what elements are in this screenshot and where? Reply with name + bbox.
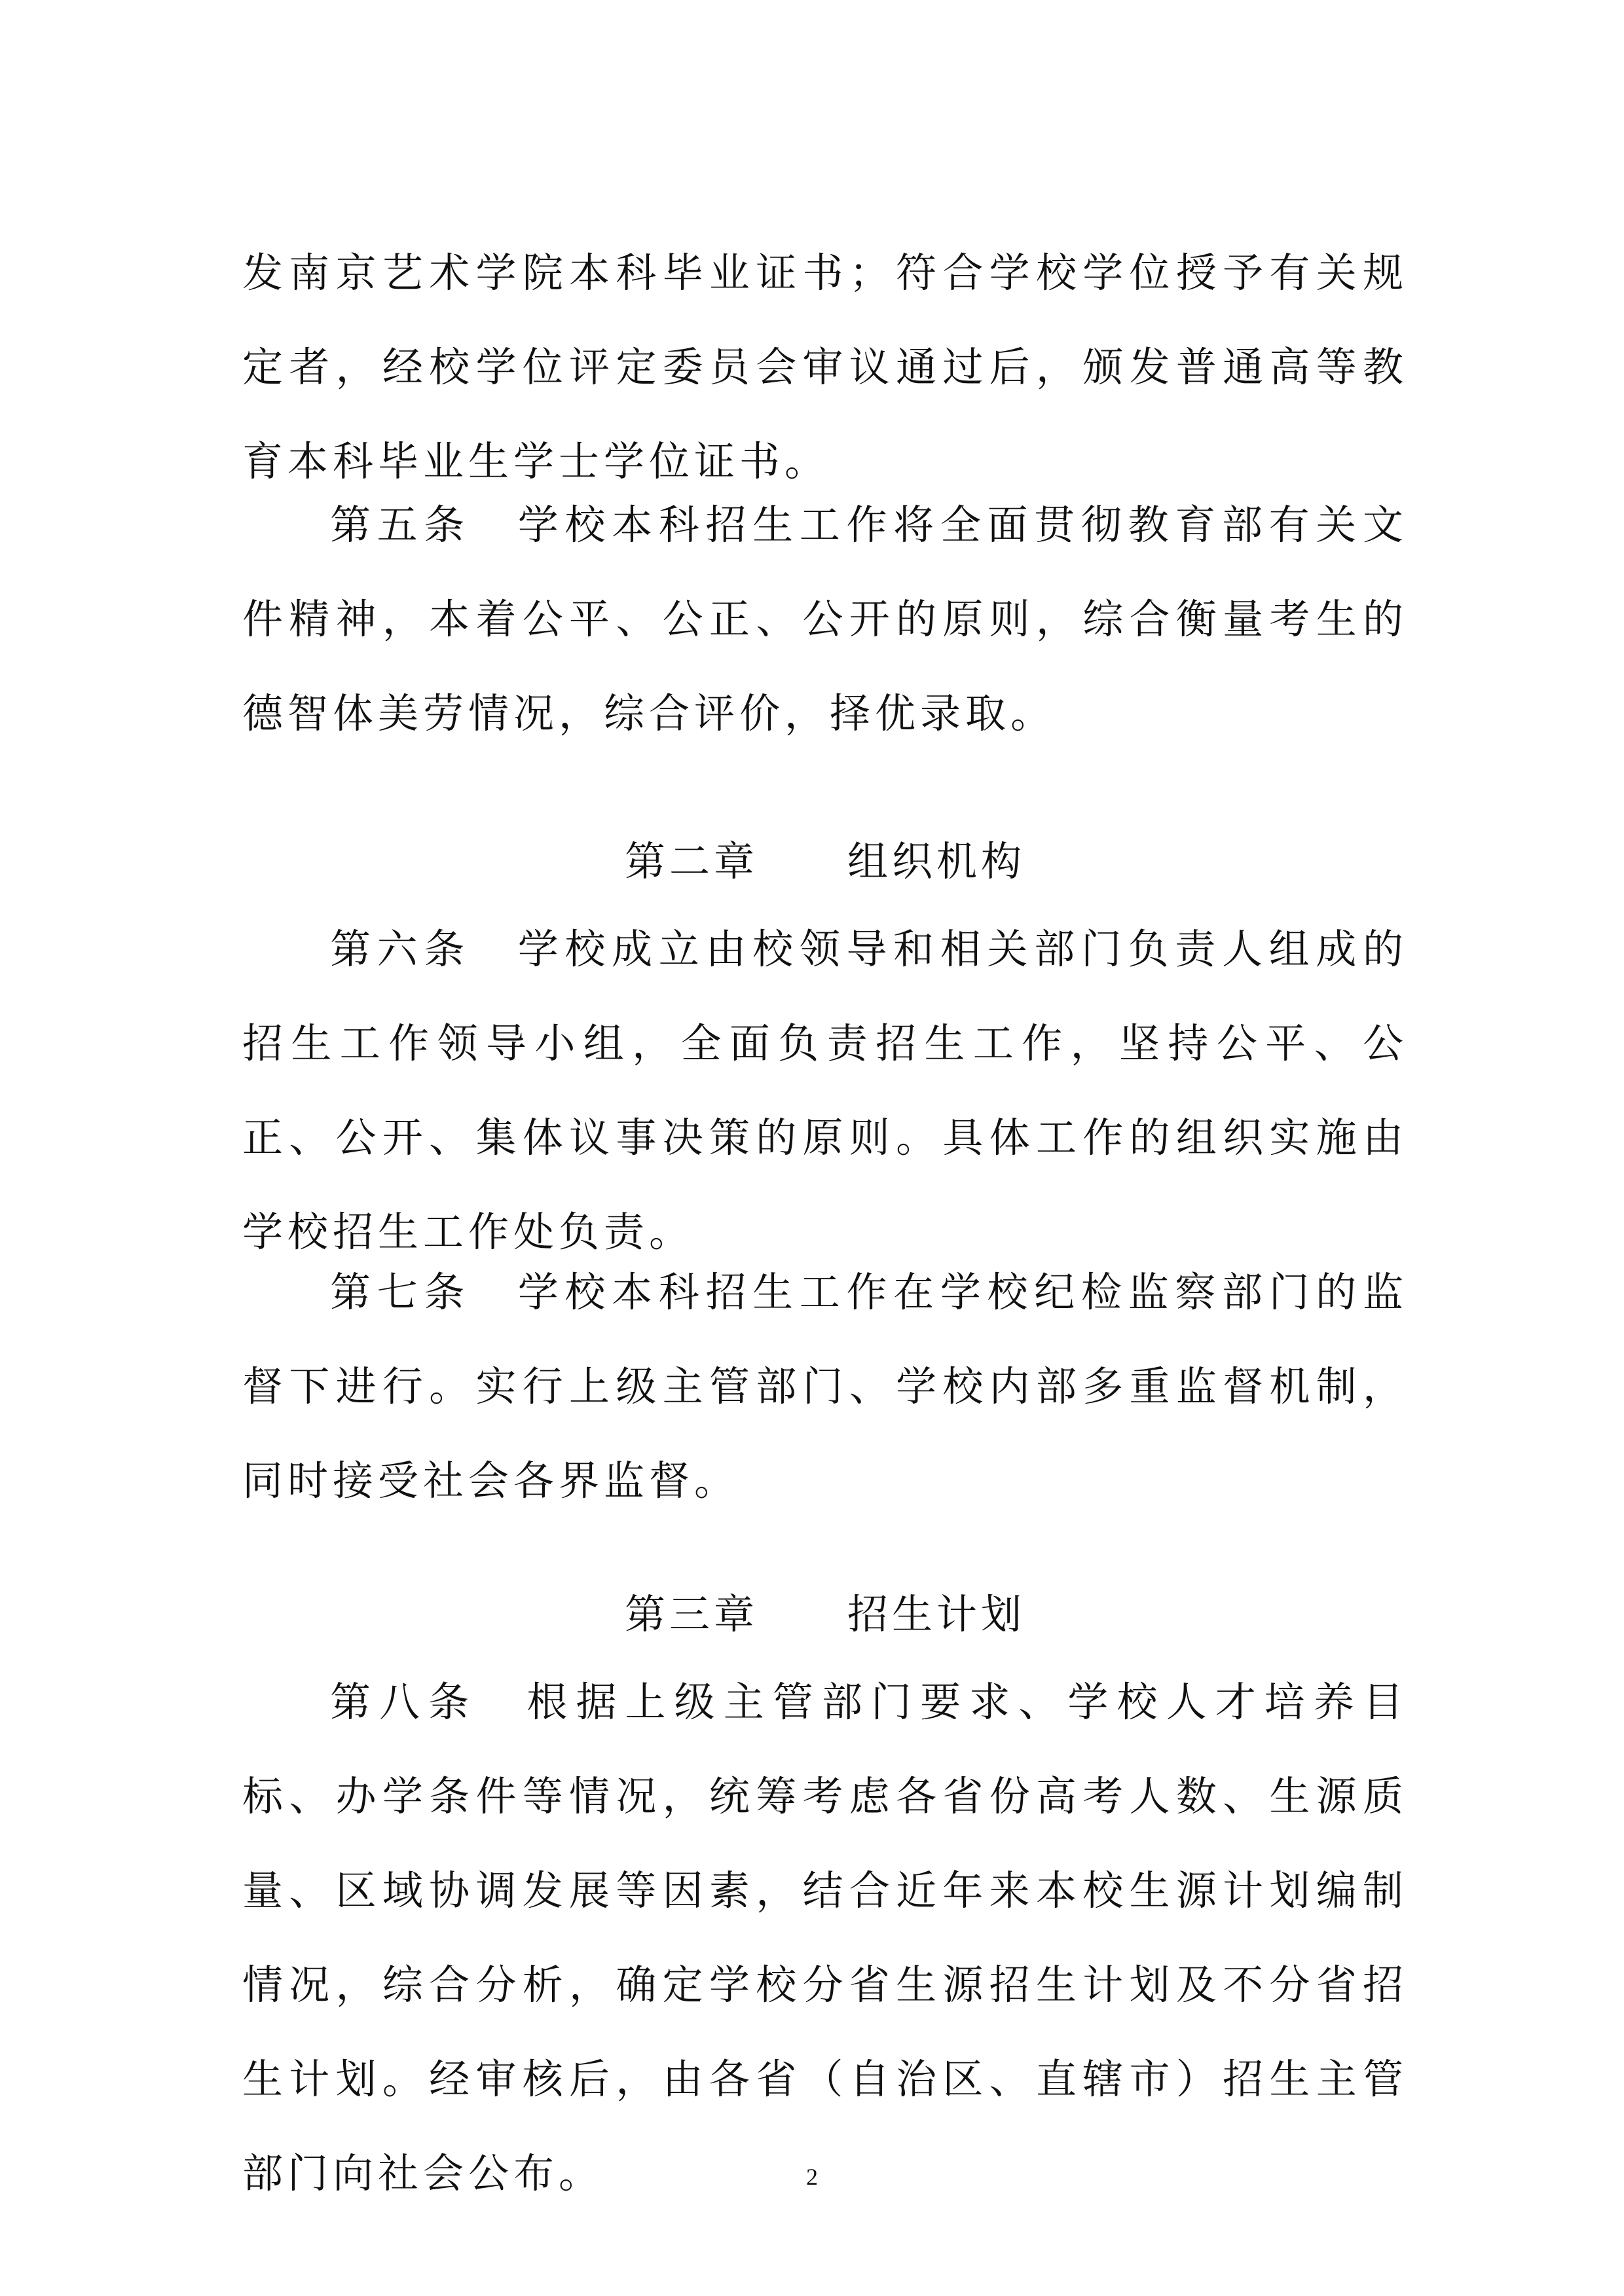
page-number: 2 <box>806 2164 818 2190</box>
paragraph-article-8: 第八条 根据上级主管部门要求、学校人才培养目标、办学条件等情况，统筹考虑各省份高考人数、生源质量、区域协调发展等因素，结合近年来本校生源计划编制情况，综合分析，确定学校分省生源招生计划及不分省招生计划。经审核后，由各省（自治区、直辖市）招生主管部门向社会公布。 <box>242 1678 1408 2197</box>
paragraph-article-7: 第七条 学校本科招生工作在学校纪检监察部门的监督下进行。实行上级主管部门、学校内部多重监督机制，同时接受社会各界监督。 <box>242 1268 1408 1504</box>
chapter-heading-3: 第三章 招生计划 <box>624 1590 1025 1638</box>
paragraph-article-6: 第六条 学校成立由校领导和相关部门负责人组成的招生工作领导小组，全面负责招生工作，坚持公平、公正、公开、集体议事决策的原则。具体工作的组织实施由学校招生工作处负责。 <box>242 925 1408 1256</box>
chapter-heading-2: 第二章 组织机构 <box>624 837 1025 885</box>
paragraph-article-5: 第五条 学校本科招生工作将全面贯彻教育部有关文件精神，本着公平、公正、公开的原则，综合衡量考生的德智体美劳情况，综合评价，择优录取。 <box>242 501 1408 737</box>
paragraph-degree-certificates: 发南京艺术学院本科毕业证书；符合学校学位授予有关规定者，经校学位评定委员会审议通过后，颁发普通高等教育本科毕业生学士学位证书。 <box>242 249 1408 485</box>
